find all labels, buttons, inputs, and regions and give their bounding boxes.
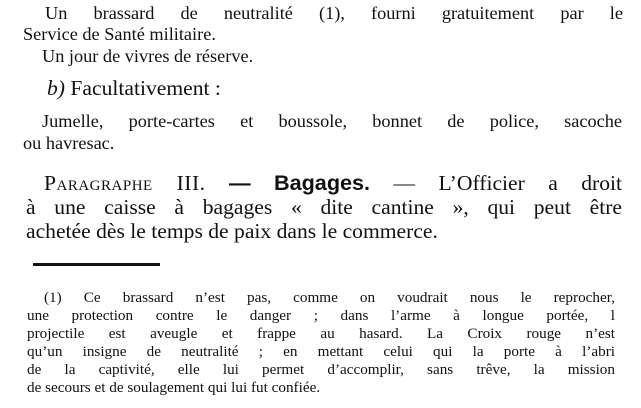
optional-line-havresac: ou havresac. bbox=[23, 133, 115, 153]
paragraph-line1-rest: — L’Officier a droit bbox=[393, 171, 622, 195]
footnote-line-4: qu’un insigne de neutralité ; en mettant celui qui la porte à l’abri bbox=[27, 343, 615, 360]
footnote-line-1: (1) Ce brassard n’est pas, comme on voudrait nous le reprocher, bbox=[44, 289, 615, 306]
footnote-line-3: projectile est aveugle et frappe au hasard. La Croix rouge n’est bbox=[27, 325, 615, 342]
paragraph-title: Bagages. bbox=[274, 170, 371, 195]
paragraph-dash: — bbox=[229, 170, 251, 195]
paragraph-line-achetee: achetée dès le temps de paix dans le commerce. bbox=[26, 219, 438, 243]
list-line-service-sante: Service de Santé militaire. bbox=[23, 24, 216, 44]
footnote-separator bbox=[33, 263, 160, 266]
optional-heading-letter: b) bbox=[47, 76, 65, 100]
optional-heading-text: Facultativement : bbox=[70, 76, 221, 100]
list-line-brassard: Un brassard de neutralité (1), fourni gratuitement par le bbox=[45, 3, 623, 23]
footnote-line-2: une protection contre le danger ; dans l’arme à longue portée, l bbox=[27, 307, 615, 324]
optional-heading bbox=[47, 78, 221, 100]
paragraph-heading-line bbox=[44, 172, 622, 195]
paragraph-label: Paragraphe III. bbox=[44, 171, 206, 195]
footnote-line-6: de secours et de soulagement qui lui fut confiée. bbox=[27, 379, 321, 396]
footnote-line-5: de la captivité, elle lui permet d’accomplir, sans trêve, la mission bbox=[27, 361, 615, 378]
paragraph-line-caisse: à une caisse à bagages « dite cantine », qui peut être bbox=[26, 195, 622, 219]
list-line-vivres: Un jour de vivres de réserve. bbox=[42, 46, 254, 66]
optional-line-jumelle: Jumelle, porte-cartes et boussole, bonnet de police, sacoche bbox=[42, 111, 622, 131]
